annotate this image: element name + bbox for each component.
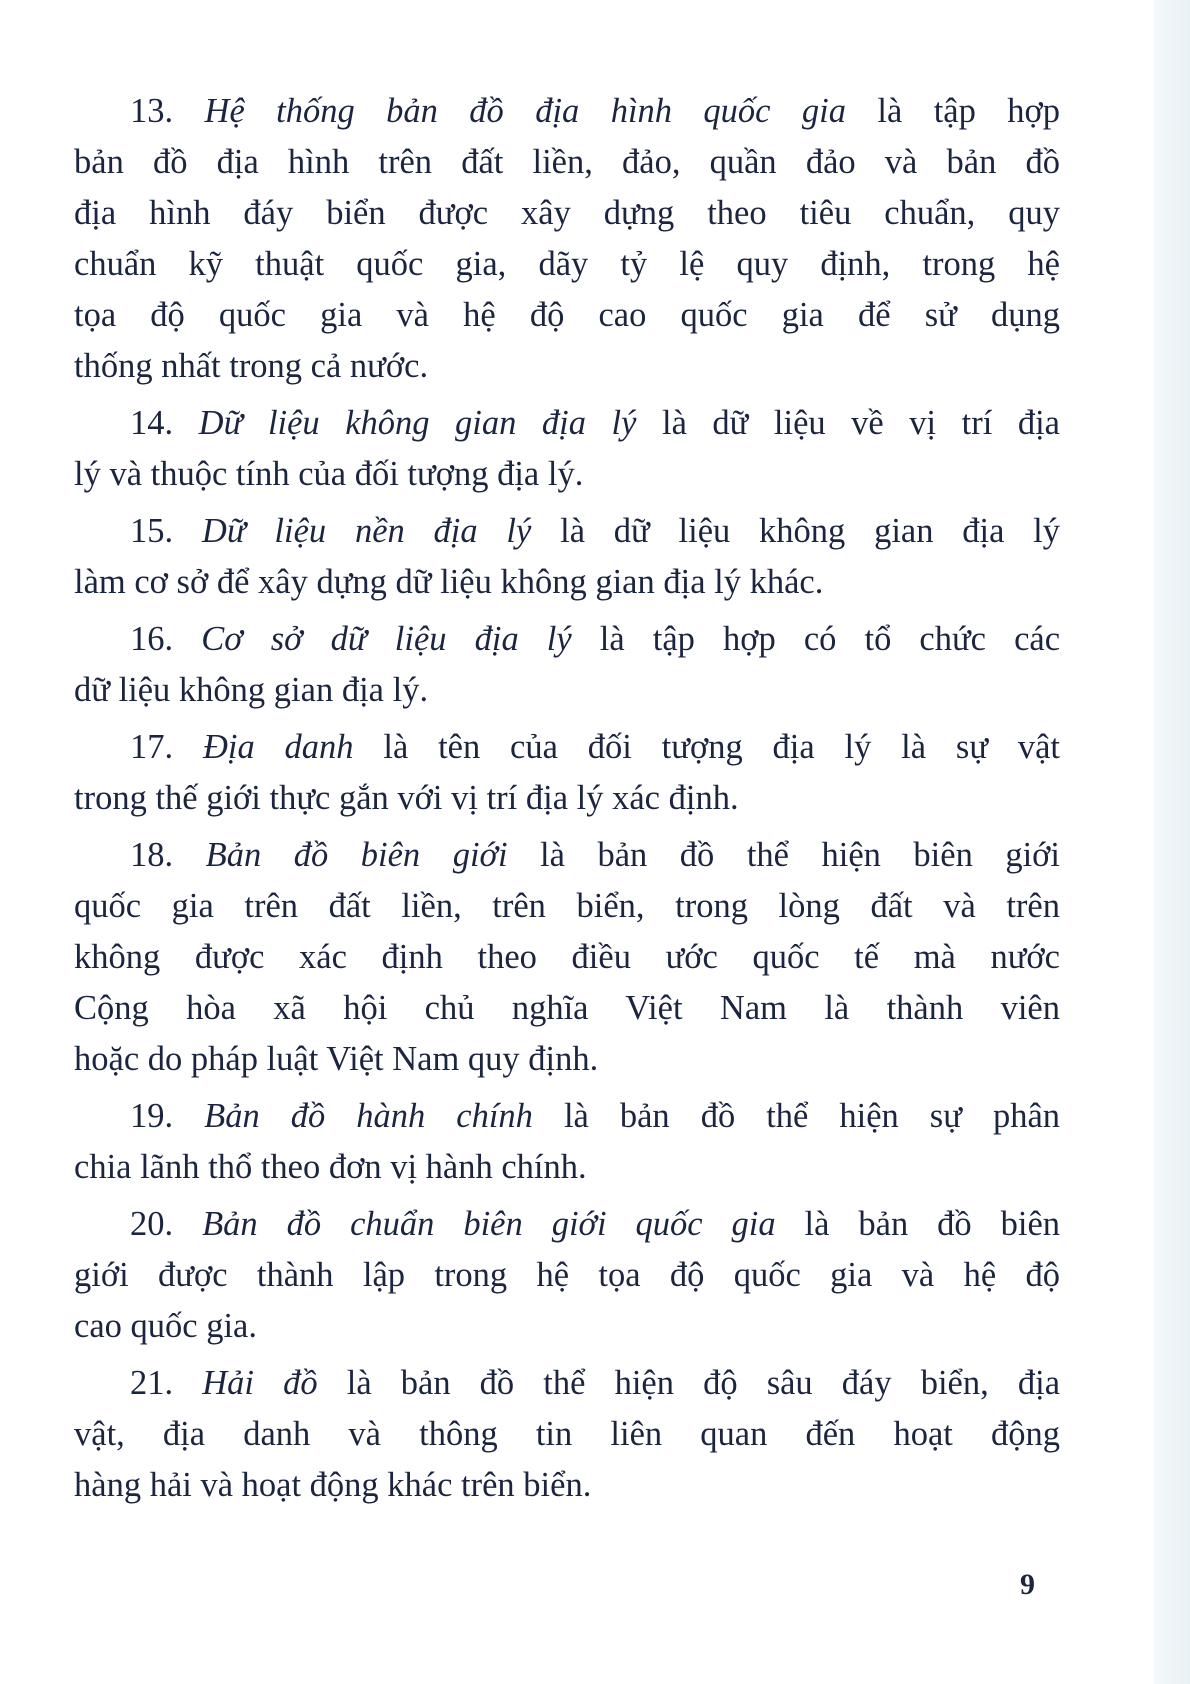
text-line xyxy=(74,290,1060,341)
text-line xyxy=(74,722,1060,773)
defined-term: Dữ liệu không gian địa lý xyxy=(198,404,637,442)
document-body xyxy=(74,86,1060,1517)
line-text: bản đồ địa hình trên đất liền, đảo, quần đảo và bản đồ xyxy=(74,143,1060,181)
text-line xyxy=(74,1199,1060,1250)
line-text: địa hình đáy biển được xây dựng theo tiêu chuẩn, quy xyxy=(74,194,1060,232)
line-text: giới được thành lập trong hệ tọa độ quốc gia và hệ độ xyxy=(74,1256,1060,1294)
line-text: chuẩn kỹ thuật quốc gia, dãy tỷ lệ quy định, trong hệ xyxy=(74,245,1060,283)
text-line xyxy=(74,830,1060,881)
defined-term: Hải đồ xyxy=(202,1364,318,1402)
text-line xyxy=(74,398,1060,449)
line-text: là bản đồ thể hiện sự phân xyxy=(532,1097,1061,1135)
line-text: dữ liệu không gian địa lý. xyxy=(74,671,429,709)
text-line xyxy=(74,881,1060,932)
item-number: 19. xyxy=(130,1097,174,1135)
defined-term: Dữ liệu nền địa lý xyxy=(201,512,532,550)
definition-item xyxy=(74,398,1060,500)
text-line xyxy=(74,239,1060,290)
defined-term: Bản đồ hành chính xyxy=(204,1097,533,1135)
text-line xyxy=(74,1409,1060,1460)
text-line xyxy=(74,86,1060,137)
defined-term: Bản đồ chuẩn biên giới quốc gia xyxy=(202,1205,776,1243)
line-text: hoặc do pháp luật Việt Nam quy định. xyxy=(74,1040,599,1078)
text-line xyxy=(74,188,1060,239)
defined-term: Cơ sở dữ liệu địa lý xyxy=(201,620,572,658)
line-text: là bản đồ biên xyxy=(775,1205,1061,1243)
line-text: lý và thuộc tính của đối tượng địa lý. xyxy=(74,455,584,493)
text-line xyxy=(74,449,1060,500)
line-text: thống nhất trong cả nước. xyxy=(74,347,429,385)
defined-term: Địa danh xyxy=(202,728,354,766)
text-line xyxy=(74,1301,1060,1352)
line-text: không được xác định theo điều ước quốc tế mà nước xyxy=(74,938,1060,976)
definition-item xyxy=(74,1358,1060,1511)
defined-term: Bản đồ biên giới xyxy=(205,836,508,874)
line-text: cao quốc gia. xyxy=(74,1307,257,1345)
text-line xyxy=(74,341,1060,392)
text-line xyxy=(74,1358,1060,1409)
definition-item xyxy=(74,506,1060,608)
defined-term: Hệ thống bản đồ địa hình quốc gia xyxy=(204,92,846,130)
text-line xyxy=(74,1142,1060,1193)
line-text: trong thế giới thực gắn với vị trí địa lý xác định. xyxy=(74,779,739,817)
text-line xyxy=(74,1091,1060,1142)
page-number: 9 xyxy=(1020,1568,1035,1601)
line-text: chia lãnh thổ theo đơn vị hành chính. xyxy=(74,1148,587,1186)
text-line xyxy=(74,1250,1060,1301)
line-text: Cộng hòa xã hội chủ nghĩa Việt Nam là thành viên xyxy=(74,989,1060,1027)
definition-item xyxy=(74,1199,1060,1352)
text-line xyxy=(74,1460,1060,1511)
item-number: 15. xyxy=(130,512,174,550)
line-text: làm cơ sở để xây dựng dữ liệu không gian địa lý khác. xyxy=(74,563,824,601)
line-text: là tên của đối tượng địa lý là sự vật xyxy=(353,728,1060,766)
definition-item xyxy=(74,830,1060,1085)
text-line xyxy=(74,557,1060,608)
item-number: 20. xyxy=(130,1205,174,1243)
text-line xyxy=(74,665,1060,716)
line-text: là tập hợp xyxy=(846,92,1061,130)
definition-item xyxy=(74,722,1060,824)
line-text: là dữ liệu về vị trí địa xyxy=(636,404,1060,442)
text-line xyxy=(74,983,1060,1034)
line-text: tọa độ quốc gia và hệ độ cao quốc gia để sử dụng xyxy=(74,296,1060,334)
line-text: hàng hải và hoạt động khác trên biển. xyxy=(74,1466,592,1504)
definition-item xyxy=(74,614,1060,716)
line-text: là bản đồ thể hiện độ sâu đáy biển, địa xyxy=(317,1364,1061,1402)
line-text: là dữ liệu không gian địa lý xyxy=(531,512,1061,550)
item-number: 17. xyxy=(130,728,174,766)
text-line xyxy=(74,1034,1060,1085)
item-number: 16. xyxy=(130,620,174,658)
definition-item xyxy=(74,86,1060,392)
text-line xyxy=(74,932,1060,983)
item-number: 13. xyxy=(130,92,174,130)
item-number: 14. xyxy=(130,404,174,442)
line-text: là tập hợp có tổ chức các xyxy=(571,620,1061,658)
item-number: 21. xyxy=(130,1364,174,1402)
page-edge-shadow xyxy=(1154,0,1190,1684)
text-line xyxy=(74,137,1060,188)
item-number: 18. xyxy=(130,836,174,874)
text-line xyxy=(74,614,1060,665)
text-line xyxy=(74,506,1060,557)
text-line xyxy=(74,773,1060,824)
line-text: là bản đồ thể hiện biên giới xyxy=(507,836,1060,874)
definition-item xyxy=(74,1091,1060,1193)
line-text: vật, địa danh và thông tin liên quan đến hoạt động xyxy=(74,1415,1060,1453)
line-text: quốc gia trên đất liền, trên biển, trong lòng đất và trên xyxy=(74,887,1060,925)
